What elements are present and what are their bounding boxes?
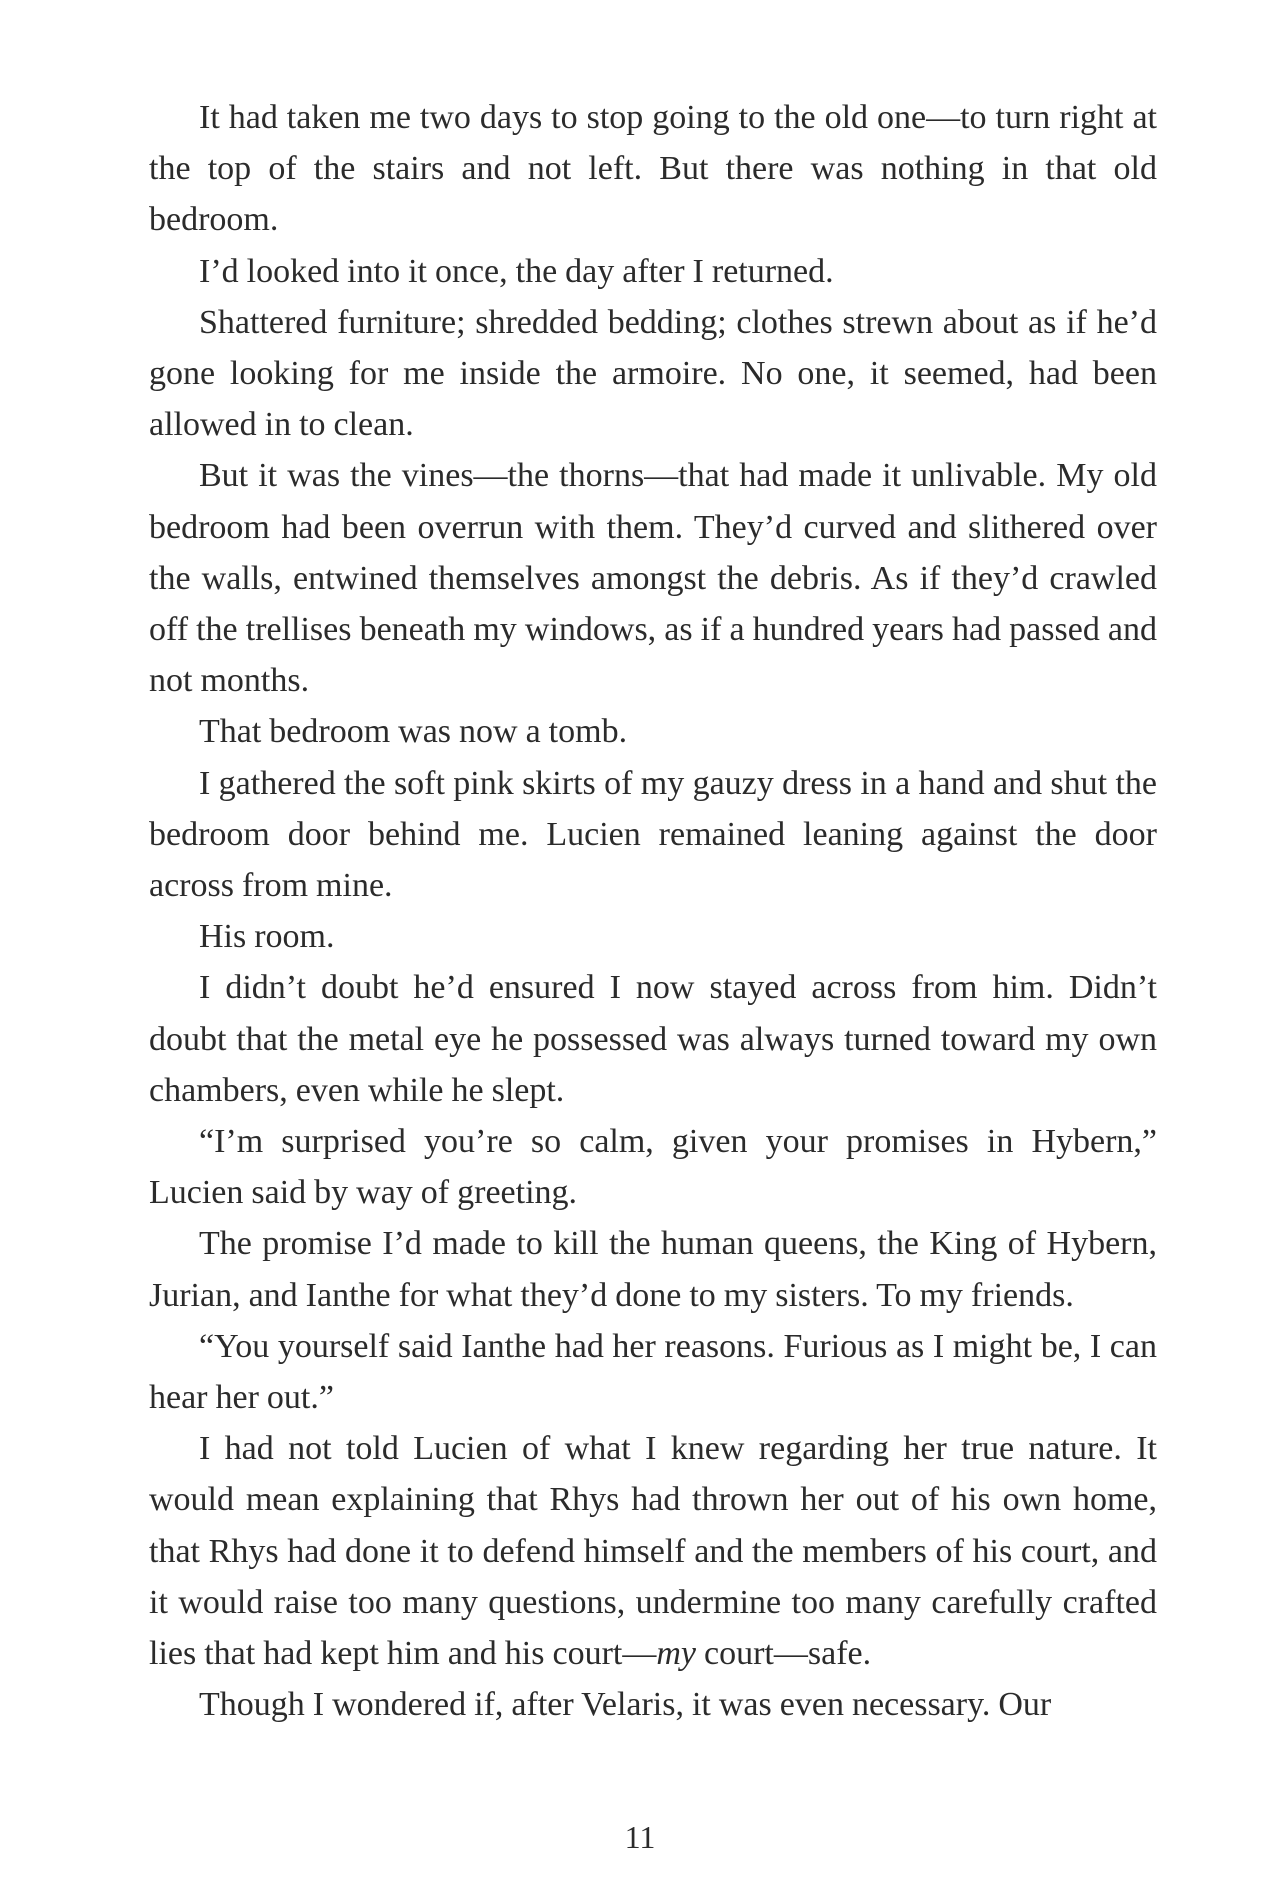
paragraph-8: I didn’t doubt he’d ensured I now stayed across from him. Didn’t doubt that the metal eye he possessed was always turned toward my own chambers, even while he slept.	[149, 969, 1157, 1109]
paragraph-13: Though I wondered if, after Velaris, it was even necessary. Our	[199, 1686, 1052, 1724]
paragraph-9: “I’m surprised you’re so calm, given your promises in Hybern,” Lucien said by way of greeting.	[149, 1123, 1157, 1212]
paragraph-4: But it was the vines—the thorns—that had made it unlivable. My old bedroom had been overrun with them. They’d curved and slithered over the walls, entwined themselves amongst the debris. As if they’d crawled off the trellises beneath my windows, as if a hundred years had passed and not months.	[149, 457, 1157, 700]
paragraph-12	[149, 1423, 1157, 1679]
paragraph-11: “You yourself said Ianthe had her reasons. Furious as I might be, I can hear her out.”	[149, 1327, 1157, 1417]
paragraph-3: Shattered furniture; shredded bedding; clothes strewn about as if he’d gone looking for me inside the armoire. No one, it seemed, had been allowed in to clean.	[149, 303, 1157, 444]
paragraph-7: His room.	[199, 918, 335, 956]
paragraph-12-text-before: I had not told Lucien of what I knew regarding her true nature. It would mean explaining that Rhys had thrown her out of his own home, that Rhys had done it to defend himself and the members of his court, and it would raise too many questions, undermine too many carefully crafted lies that had kept him and his court—	[149, 1430, 1157, 1673]
page-number: 11	[624, 1819, 656, 1855]
paragraph-5: That bedroom was now a tomb.	[199, 713, 628, 751]
paragraph-1: It had taken me two days to stop going to the old one—to turn right at the top of the stairs and not left. But there was nothing in that old bedroom.	[149, 99, 1157, 239]
paragraph-10: The promise I’d made to kill the human queens, the King of Hybern, Jurian, and Ianthe for what they’d done to my sisters. To my friends.	[149, 1225, 1157, 1314]
paragraph-12-text-after: court—safe.	[696, 1635, 872, 1673]
paragraph-6: I gathered the soft pink skirts of my gauzy dress in a hand and shut the bedroom door behind me. Lucien remained leaning against the door across from mine.	[149, 764, 1157, 905]
paragraph-2: I’d looked into it once, the day after I returned.	[199, 252, 834, 290]
page-body	[149, 92, 1157, 1731]
paragraph-12-emphasis: my	[656, 1635, 697, 1673]
